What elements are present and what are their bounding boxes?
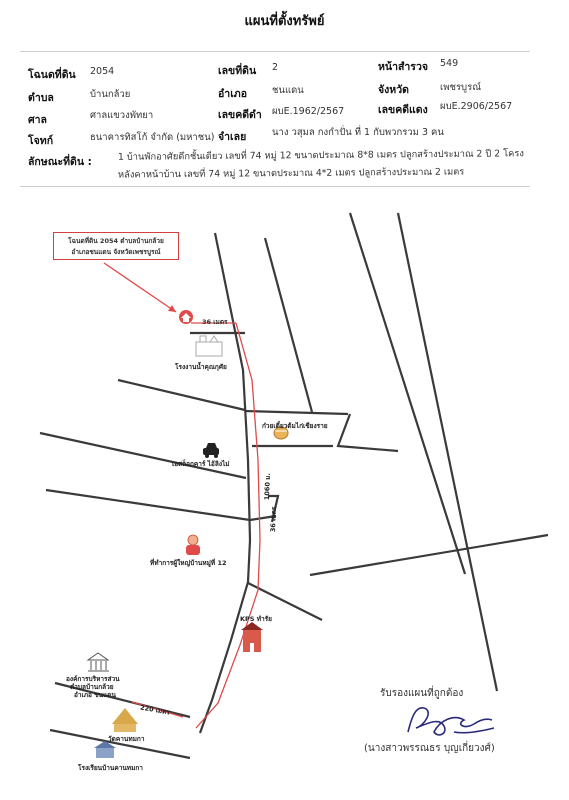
distance-road-label: 1060 ม. [262, 472, 272, 501]
callout-pointer [104, 263, 176, 312]
temple-label: วัดคานทมกา [108, 735, 145, 743]
sao-label-line2: ตำบลบ้านกล้วย [70, 683, 114, 691]
road-west-1 [118, 380, 245, 410]
road-east-long [310, 535, 548, 575]
sao-label-line3: อำเภอ ชนแดน [74, 691, 116, 699]
car-shop-label: เอสล็อกคาร์ ไอ้ลิงไม่ [172, 460, 230, 468]
school-label: โรงเรียนบ้านคานทมกา [78, 764, 143, 772]
bottom-rule [20, 186, 530, 187]
signatory-name: (นางสาวพรรณธร บุญเกี่ยวงศ์) [364, 743, 495, 754]
main-road [200, 233, 250, 733]
road-factory-east [245, 411, 348, 414]
callout-line2: อำเภอชนแดน จังหวัดเพชรบูรณ์ [71, 248, 161, 256]
document-title: แผนที่ตั้งทรัพย์ [244, 14, 325, 29]
factory-label: โรงงานน้ำคุณกุศัย [175, 363, 227, 371]
defendant-label: จำเลย [218, 131, 247, 143]
red-case-label: เลขคดีแดง [378, 104, 428, 116]
signature-image [394, 698, 514, 744]
court-value: ศาลแขวงพัทยา [90, 110, 154, 121]
distance-mid-label: 36 เมตร [268, 506, 278, 533]
land-desc-line2: หลังคาหน้าบ้าน เลขที่ 74 หมู่ 12 ขนาดประมาณ 4*2 เมตร ปลูกสร้างประมาณ 2 เมตร [117, 166, 465, 181]
road-bend-east [338, 414, 398, 451]
province-value: เพชรบูรณ์ [440, 82, 482, 93]
top-rule [20, 51, 530, 52]
house-icon [179, 310, 193, 324]
court-label: ศาล [28, 114, 47, 126]
red-case-value: ผบE.2906/2567 [440, 101, 513, 112]
land-no-value: 2 [272, 62, 279, 73]
road-far-east [398, 213, 497, 691]
factory-icon [196, 336, 222, 356]
amphoe-label: อำเภอ [218, 88, 248, 100]
survey-label: หน้าสำรวจ [378, 61, 428, 73]
black-case-value: ผบE.1962/2567 [272, 106, 345, 117]
land-deed-callout [53, 232, 179, 260]
tambon-value: บ้านกล้วย [90, 89, 131, 100]
government-building-icon [88, 653, 109, 671]
callout-arrowhead [168, 305, 176, 312]
deed-label: โฉนดที่ดิน [28, 69, 76, 81]
road-west-3 [46, 490, 250, 520]
land-desc-line1: 1 บ้านพักอาศัยตึกชั้นเดียว เลขที่ 74 หมู่ 12 ขนาดประมาณ 8*8 เมตร ปลูกสร้างประมาณ 2 ปี 2 โครง [117, 148, 524, 163]
deed-value: 2054 [90, 66, 115, 77]
amphoe-value: ชนแดน [272, 85, 304, 96]
road-north [265, 238, 312, 412]
callout-line1: โฉนดที่ดิน 2054 ตำบลบ้านกล้วย [68, 237, 164, 245]
car-icon [203, 443, 219, 458]
tambon-label: ตำบล [28, 92, 54, 104]
certify-text: รับรองแผนที่ถูกต้อง [380, 688, 464, 699]
land-no-label: เลขที่ดิน [218, 65, 257, 77]
kps-building-icon [241, 622, 263, 652]
person-icon [186, 535, 200, 555]
temple-icon [112, 708, 138, 732]
kps-label: KPS ทำรัย [240, 615, 272, 623]
plaintiff-value: ธนาคารทิสโก้ จำกัด (มหาชน) [90, 132, 215, 143]
road-diagonal-east [350, 213, 465, 574]
distance-bottom-label: 220 เมตร [139, 703, 171, 717]
plaintiff-label: โจทก์ [28, 135, 54, 147]
black-case-label: เลขคดีดำ [218, 109, 262, 121]
sao-label-line1: องค์การบริหารส่วน [66, 675, 120, 683]
survey-value: 549 [440, 58, 459, 69]
noodle-shop-label: ก๋วยเตี๋ยวต้มไก่เชียงราย [262, 422, 328, 430]
property-info-header [0, 0, 569, 200]
province-label: จังหวัด [378, 84, 409, 96]
defendant-value: นาง วสุมล กงกำปั่น ที่ 1 กับพวกรวม 3 คน [272, 127, 444, 138]
land-desc-label: ลักษณะที่ดิน : [28, 156, 92, 168]
headman-office-label: ที่ทำการผู้ใหญ่บ้านหมู่ที่ 12 [150, 559, 227, 567]
distance-top-label: 36 เมตร [202, 318, 228, 326]
